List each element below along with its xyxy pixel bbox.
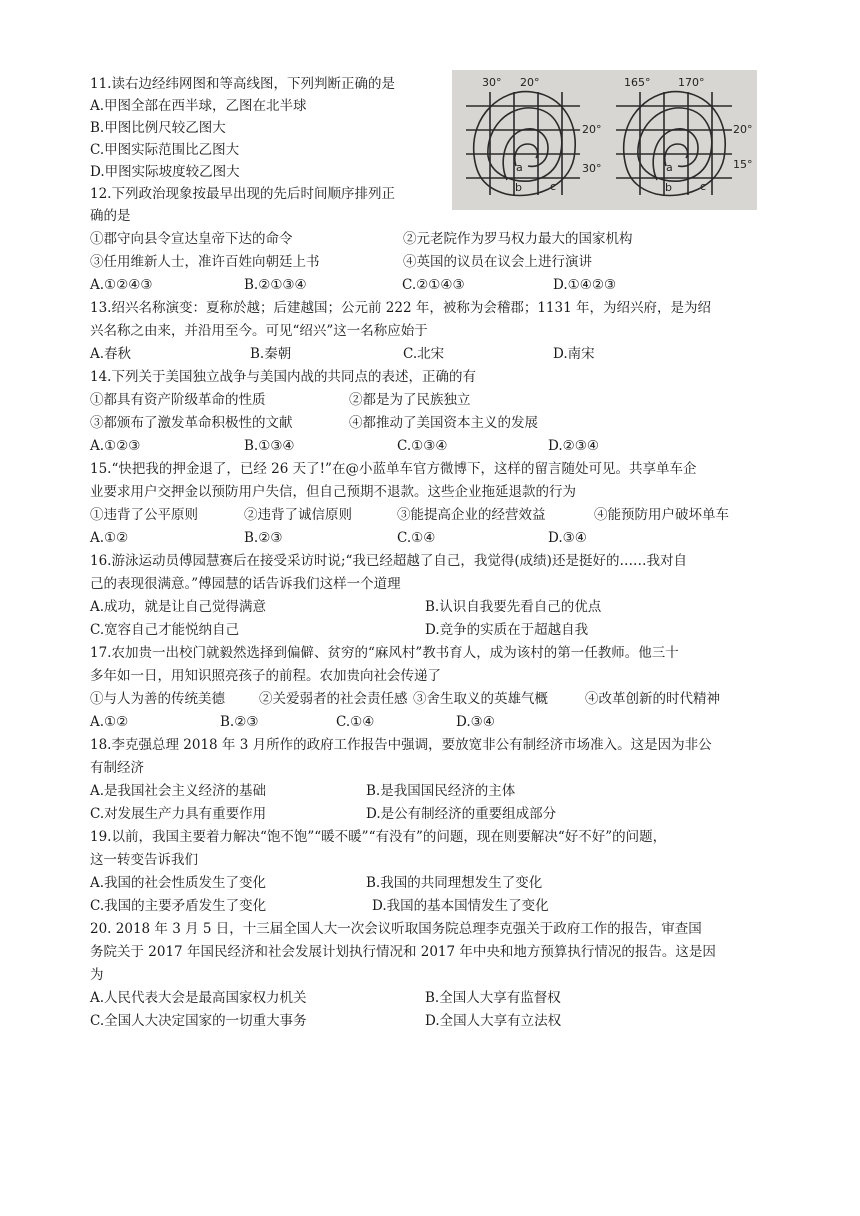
q13-option-c: C.北宋 — [403, 346, 445, 362]
left-lat1-label: 20° — [582, 123, 602, 136]
q16-option-a: A.成功，就是让自己觉得满意 — [90, 599, 267, 615]
q11-stem: 11.读右边经纬网图和等高线图，下列判断正确的是 — [90, 76, 395, 92]
left-lat2-label: 30° — [582, 162, 602, 175]
q15-item-4: ④能预防用户破坏单车 — [594, 507, 729, 523]
q13-stem: 13.绍兴名称演变：夏称於越；后建越国；公元前 222 年，被称为会稽郡；1131 年，为绍兴府，是为绍 — [90, 300, 711, 316]
q20-stem: 20. 2018 年 3 月 5 日，十三届全国人大一次会议听取国务院总理李克强关于政府工作的报告，审查国 — [90, 921, 702, 937]
q14-item-1: ①都具有资产阶级革命的性质 — [90, 392, 266, 408]
q15-option-b: B.②③ — [244, 530, 283, 546]
q12-item-4: ④英国的议员在议会上进行演讲 — [403, 254, 592, 270]
q16-option-d: D.竞争的实质在于超越自我 — [425, 622, 589, 638]
latitude-longitude-contour-figure — [452, 70, 757, 210]
left-lon1-label: 30° — [482, 76, 502, 89]
q16-option-b: B.认识自我要先看自己的优点 — [425, 599, 602, 615]
q15-option-a: A.①② — [90, 530, 129, 546]
left-point-b: b — [515, 181, 522, 194]
right-lon1-label: 165° — [624, 76, 651, 89]
q18-option-c: C.对发展生产力具有重要作用 — [90, 806, 267, 822]
q19-option-d: D.我国的基本国情发生了变化 — [372, 898, 549, 914]
q17-stem: 17.农加贵一出校门就毅然选择到偏僻、贫穷的“麻风村”教书育人，成为该村的第一任教师。他三十 — [90, 645, 679, 661]
q20-option-b: B.全国人大享有监督权 — [425, 990, 561, 1006]
q20-stem-cont: 务院关于 2017 年国民经济和社会发展计划执行情况和 2017 年中央和地方预算执行情况的报告。这是因 — [90, 944, 716, 960]
q11-option-a: A.甲图全部在西半球，乙图在北半球 — [90, 98, 307, 114]
q19-stem: 19.以前，我国主要着力解决“饱不饱”“暖不暖”“有没有”的问题，现在则要解决“好不好”的问题， — [90, 829, 667, 845]
q11-option-d: D.甲图实际坡度较乙图大 — [90, 164, 240, 180]
q15-item-3: ③能提高企业的经营效益 — [397, 507, 546, 523]
q14-stem: 14.下列关于美国独立战争与美国内战的共同点的表述，正确的有 — [90, 369, 476, 385]
q17-option-b: B.②③ — [220, 714, 259, 730]
q12-option-c: C.②①④③ — [402, 277, 465, 293]
right-lon2-label: 170° — [678, 76, 705, 89]
q17-item-4: ④改革创新的时代精神 — [585, 691, 720, 707]
q12-option-a: A.①②④③ — [90, 277, 153, 293]
q18-option-d: D.是公有制经济的重要组成部分 — [366, 806, 557, 822]
q14-option-d: D.②③④ — [548, 438, 599, 454]
q20-option-a: A.人民代表大会是最高国家权力机关 — [90, 990, 307, 1006]
q20-stem-cont2: 为 — [90, 967, 104, 983]
q19-option-b: B.我国的共同理想发生了变化 — [366, 875, 543, 891]
q12-option-d: D.①④②③ — [553, 277, 617, 293]
q13-option-b: B.秦朝 — [250, 346, 292, 362]
q15-item-2: ②违背了诚信原则 — [244, 507, 352, 523]
right-lat2-label: 15° — [733, 158, 753, 171]
left-lon2-label: 20° — [520, 76, 540, 89]
right-point-b: b — [665, 181, 672, 194]
q13-stem-cont: 兴名称之由来，并沿用至今。可见“绍兴”这一名称应始于 — [90, 323, 428, 339]
q15-item-1: ①违背了公平原则 — [90, 507, 198, 523]
q19-option-a: A.我国的社会性质发生了变化 — [90, 875, 267, 891]
q18-stem-cont: 有制经济 — [90, 760, 144, 776]
q18-option-a: A.是我国社会主义经济的基础 — [90, 783, 267, 799]
q17-item-1: ①与人为善的传统美德 — [90, 691, 225, 707]
right-lat1-label: 20° — [733, 123, 753, 136]
q17-option-d: D.③④ — [456, 714, 495, 730]
q17-option-c: C.①④ — [336, 714, 375, 730]
q16-stem: 16.游泳运动员傅园慧赛后在接受采访时说;“我已经超越了自己，我觉得(成绩)还是挺好的……我对自 — [90, 553, 687, 569]
left-point-a: a — [516, 161, 523, 174]
q12-item-2: ②元老院作为罗马权力最大的国家机构 — [403, 231, 633, 247]
q18-stem: 18.李克强总理 2018 年 3 月所作的政府工作报告中强调，要放宽非公有制经济市场准入。这是因为非公 — [90, 737, 712, 753]
q14-option-c: C.①③④ — [397, 438, 448, 454]
q12-item-1: ①郡守向县令宣达皇帝下达的命令 — [90, 231, 293, 247]
q19-stem-cont: 这一转变告诉我们 — [90, 852, 198, 868]
q17-item-2: ②关爱弱者的社会责任感 — [259, 691, 408, 707]
q12-stem: 12.下列政治现象按最早出现的先后时间顺序排列正 — [90, 186, 395, 202]
q13-option-d: D.南宋 — [553, 346, 595, 362]
q16-stem-cont: 己的表现很满意。”傅园慧的话告诉我们这样一个道理 — [90, 576, 401, 592]
q18-option-b: B.是我国国民经济的主体 — [366, 783, 516, 799]
q15-stem: 15.“快把我的押金退了，已经 26 天了!”在@小蓝单车官方微博下，这样的留言随处可见。共享单车企 — [90, 461, 697, 477]
q14-item-2: ②都是为了民族独立 — [349, 392, 471, 408]
q17-option-a: A.①② — [90, 714, 129, 730]
right-point-c: c — [700, 180, 707, 193]
q14-item-3: ③都颁布了激发革命积极性的文献 — [90, 415, 293, 431]
q20-option-d: D.全国人大享有立法权 — [425, 1013, 562, 1029]
q17-item-3: ③舍生取义的英雄气概 — [413, 691, 548, 707]
q13-option-a: A.春秋 — [90, 346, 132, 362]
q12-stem-cont: 确的是 — [90, 208, 131, 224]
q12-item-3: ③任用维新人士，准许百姓向朝廷上书 — [90, 254, 320, 270]
q15-option-c: C.①④ — [397, 530, 436, 546]
q11-option-c: C.甲图实际范围比乙图大 — [90, 142, 240, 158]
q20-option-c: C.全国人大决定国家的一切重大事务 — [90, 1013, 307, 1029]
q14-item-4: ④都推动了美国资本主义的发展 — [349, 415, 538, 431]
q11-option-b: B.甲图比例尺较乙图大 — [90, 120, 226, 136]
left-point-c: c — [550, 180, 557, 193]
q15-stem-cont: 业要求用户交押金以预防用户失信，但自己预期不退款。这些企业拖延退款的行为 — [90, 484, 576, 500]
right-point-a: a — [666, 161, 673, 174]
q19-option-c: C.我国的主要矛盾发生了变化 — [90, 898, 267, 914]
q12-option-b: B.②①③④ — [244, 277, 307, 293]
q14-option-b: B.①③④ — [244, 438, 295, 454]
q16-option-c: C.宽容自己才能悦纳自己 — [90, 622, 240, 638]
q14-option-a: A.①②③ — [90, 438, 141, 454]
q17-stem-cont: 多年如一日，用知识照亮孩子的前程。农加贵向社会传递了 — [90, 668, 441, 684]
q15-option-d: D.③④ — [548, 530, 587, 546]
